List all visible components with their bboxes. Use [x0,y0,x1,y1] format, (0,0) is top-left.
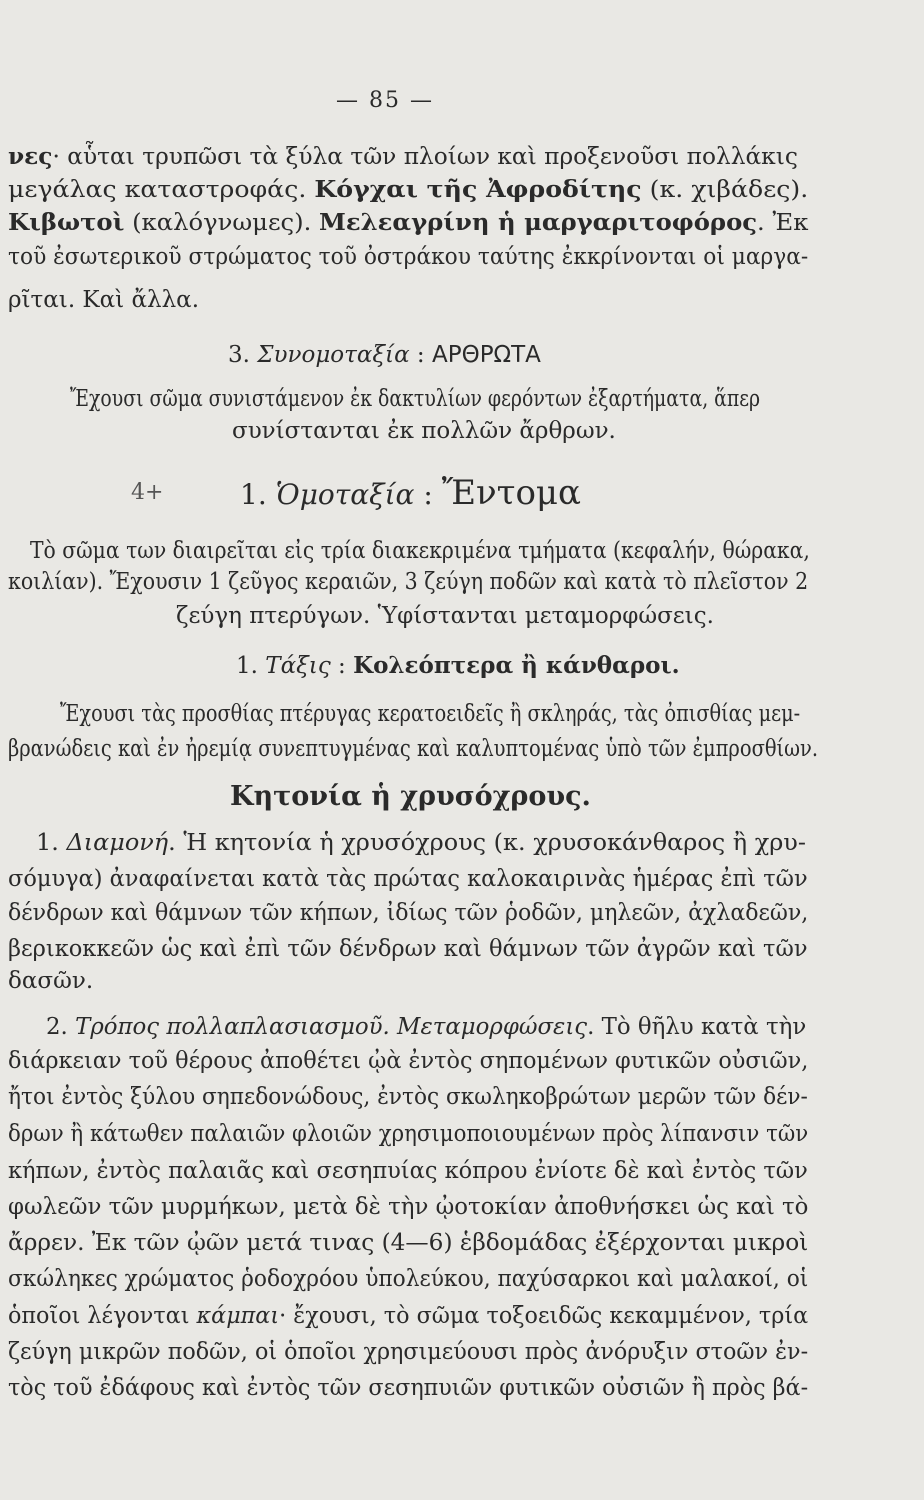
text-run: σόμυγα) ἀναφαίνεται κατὰ τὰς πρώτας καλοκαιρινὰς ἡμέρας ἐπὶ τῶν [8,866,808,892]
text-run: . Τὸ θῆλυ κατὰ τὴν [587,1014,807,1040]
text-run: Ἔντομα [441,473,581,513]
text-run: βρανώδεις καὶ ἐν ἠρεμίᾳ συνεπτυγμένας καὶ καλυπτομένας ὑπὸ τῶν ἐμπροσθίων. [8,736,819,762]
text-run: μεγάλας καταστροφάς. [8,177,315,203]
text-line [8,1302,808,1330]
text-run: ζεύγη πτερύγων. Ὑφίστανται μεταμορφώσεις. [176,603,714,629]
text-line [232,417,616,445]
text-line [60,700,800,728]
text-line [8,1047,808,1075]
text-run: · ἔχουσι, τὸ σῶμα τοξοειδῶς κεκαμμένον, τρία [279,1303,809,1329]
text-line [8,1157,808,1185]
text-run: (κ. χιβάδες). [641,177,809,203]
text-run: Συνομοταξία [257,342,410,368]
text-run: βερικοκκεῶν ὡς καὶ ἐπὶ τῶν δένδρων καὶ θάμνων τῶν ἀγρῶν καὶ τῶν [8,936,808,962]
text-line [8,1265,808,1293]
text-line [240,473,581,513]
text-run: 3. [228,342,258,368]
text-run: τοῦ ἐσωτερικοῦ στρώματος τοῦ ὀστράκου ταύτης ἐκκρίνονται οἱ μαργα- [8,244,809,270]
text-run: Διαμονή [66,830,169,856]
text-line [228,341,541,369]
text-run: κήπων, ἐντὸς παλαιᾶς καὶ σεσηπυίας κόπρου ἐνίοτε δὲ καὶ ἐντὸς τῶν [8,1158,808,1184]
text-run: : [414,478,442,511]
text-run: . Ἡ κητονία ἡ χρυσόχρους (κ. χρυσοκάνθαρος ἢ χρυ- [168,830,806,856]
text-line [8,865,808,893]
text-run: Ἔχουσι σῶμα συνιστάμενον ἐκ δακτυλίων φερόντων ἐξαρτήματα, ἅπερ [70,386,761,412]
text-line [8,967,93,995]
text-run: δένδρων καὶ θάμνων τῶν κήπων, ἰδίως τῶν ῥοδῶν, μηλεῶν, ἀχλαδεῶν, [8,900,809,926]
page-number: — 85 — [336,88,434,113]
text-run: 2. [46,1014,76,1040]
text-run: φωλεῶν τῶν μυρμήκων, μετὰ δὲ τὴν ᾠοτοκίαν ἀποθνήσκει ὡς καὶ τὸ [8,1194,809,1220]
text-line [8,209,808,237]
text-line [8,1083,808,1111]
text-line [8,899,808,927]
text-line [8,143,798,171]
text-run: : [409,342,432,368]
text-run: συνίστανται ἐκ πολλῶν ἄρθρων. [232,418,616,444]
text-run: ζεύγη μικρῶν ποδῶν, οἱ ὁποῖοι χρησιμεύουσι πρὸς ἀνόρυξιν στοῶν ἐν- [8,1339,809,1365]
text-line [8,1229,808,1257]
text-run: Κητονία ἡ χρυσόχρους. [230,781,591,812]
text-run: 1. [236,653,266,679]
text-run: δρων ἢ κάτωθεν παλαιῶν φλοιῶν χρησιμοποιουμένων πρὸς λίπανσιν τῶν [8,1121,809,1147]
text-run: ἄρρεν. Ἐκ τῶν ᾠῶν μετά τινας (4—6) ἑβδομάδας ἐξέρχονται μικροὶ [8,1230,809,1256]
text-run: ρῖται. Καὶ ἄλλα. [8,287,200,313]
text-run: · αὗται τρυπῶσι τὰ ξύλα τῶν πλοίων καὶ προξενοῦσι πολλάκις [52,144,798,170]
text-run: νες [8,143,53,170]
text-line [230,783,591,811]
text-run: Κιβωτοὶ [8,209,125,236]
text-run: Ὁμοταξία [275,478,415,511]
text-line [176,602,714,630]
text-line [8,1374,808,1402]
text-line [36,829,806,857]
text-run: Τὸ σῶμα των διαιρεῖται εἰς τρία διακεκριμένα τμήματα (κεφαλήν, θώρακα, [30,538,810,564]
text-line [30,537,810,565]
text-run: ΑΡΘΡΩΤΑ [431,342,541,368]
text-run: 1. [36,830,67,856]
text-line [8,568,808,596]
text-line [8,286,199,314]
text-run: Τάξις [265,653,331,679]
text-run: δασῶν. [8,968,94,994]
text-run: Ἔχουσι τὰς προσθίας πτέρυγας κερατοειδεῖς ἢ σκληράς, τὰς ὀπισθίας μεμ- [60,701,801,727]
text-line [70,385,760,413]
text-line [8,735,818,763]
text-run: 1. [240,478,276,511]
text-run: κοιλίαν). Ἔχουσιν 1 ζεῦγος κεραιῶν, 3 ζεύγη ποδῶν καὶ κατὰ τὸ πλεῖστον 2 [8,569,809,595]
text-run: Κολεόπτερα ἢ κάνθαροι. [353,652,680,679]
text-line [46,1013,806,1041]
text-line [8,935,808,963]
text-line [8,176,808,204]
text-run: : [330,653,354,679]
text-run: σκώληκες χρώματος ῥοδοχρόου ὑπολεύκου, παχύσαρκοι καὶ μαλακοί, οἱ [8,1266,809,1292]
text-run: κάμπαι [196,1303,280,1329]
text-line [236,652,680,680]
text-run: ἤτοι ἐντὸς ξύλου σηπεδονώδους, ἐντὸς σκωληκοβρώτων μερῶν τῶν δέν- [8,1084,808,1110]
text-run: Κόγχαι τῆς Ἀφροδίτης [314,176,642,203]
text-run: (καλόγνωμες). [124,210,320,236]
text-run: ὁποῖοι λέγονται [8,1303,197,1329]
text-run: Μελεαγρίνη ἡ μαργαριτοφόρος [319,209,758,236]
text-line [8,1338,808,1366]
handwritten-margin-note: 4+ [131,480,164,505]
text-run: . Ἐκ [757,210,809,236]
text-line [8,1193,808,1221]
text-line [8,243,808,271]
text-run: διάρκειαν τοῦ θέρους ἀποθέτει ᾠὰ ἐντὸς σηπομένων φυτικῶν οὐσιῶν, [8,1048,809,1074]
text-run: Τρόπος πολλαπλασιασμοῦ. Μεταμορφώσεις [75,1014,588,1040]
text-line [8,1120,808,1148]
text-run: τὸς τοῦ ἐδάφους καὶ ἐντὸς τῶν σεσηπυιῶν φυτικῶν οὐσιῶν ἢ πρὸς βά- [8,1375,809,1401]
